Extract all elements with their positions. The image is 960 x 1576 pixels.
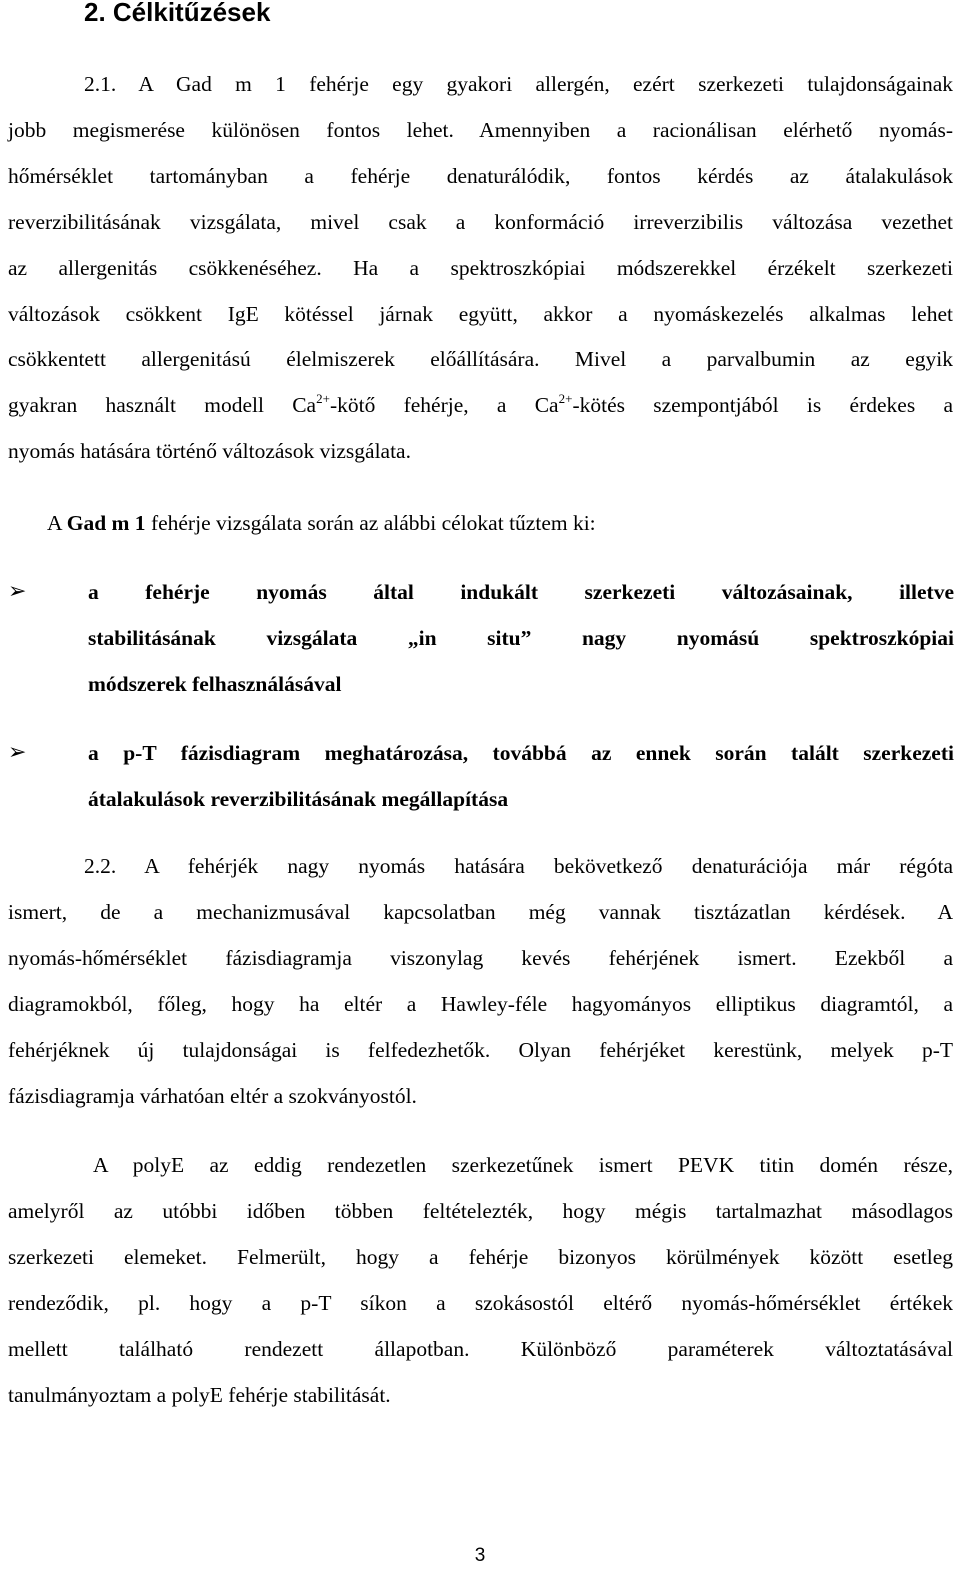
protein-name: Gad m 1 <box>66 511 146 535</box>
page-number: 3 <box>474 1545 486 1566</box>
text-line: nyomás-hőmérséklet fázisdiagramja viszonylag kevés fehérjének ismert. Ezekből a <box>8 945 953 970</box>
text-line: a fehérje nyomás által indukált szerkezeti változásainak, illetve <box>88 580 954 604</box>
arrowhead-bullet-icon: ➢ <box>8 740 27 765</box>
charge-superscript: 2+ <box>316 391 330 407</box>
text-fragment: -kötés szempontjából is érdekes a <box>572 393 953 418</box>
text-line: A polyE az eddig rendezetlen szerkezetűnek ismert PEVK titin domén része, <box>93 1153 953 1177</box>
text-line: szerkezeti elemeket. Felmerült, hogy a fehérje bizonyos körülmények között esetleg <box>8 1244 953 1269</box>
text-line: diagramokból, főleg, hogy ha eltér a Hawley-féle hagyományos elliptikus diagramtól, a <box>8 991 953 1016</box>
goal-text <box>88 569 954 707</box>
text-line: mellett található rendezett állapotban. Különböző paraméterek változtatásával <box>8 1336 953 1361</box>
goal-text <box>88 730 954 822</box>
text-fragment: gyakran használt modell Ca <box>8 393 317 418</box>
text-line: tanulmányoztam a polyE fehérje stabilitását. <box>8 1382 391 1407</box>
text-fragment: -kötő fehérje, a Ca <box>329 393 559 418</box>
text-line: a p-T fázisdiagram meghatározása, továbbá az ennek során talált szerkezeti <box>88 741 954 765</box>
charge-superscript: 2+ <box>558 391 573 407</box>
text-line: amelyről az utóbbi időben többen feltételezték, hogy mégis tartalmazhat másodlagos <box>8 1198 953 1223</box>
text-line: 2.2. A fehérjék nagy nyomás hatására bekövetkező denaturációja már régóta <box>84 854 953 878</box>
text-line: ismert, de a mechanizmusával kapcsolatban még vannak tisztázatlan kérdések. A <box>8 899 953 924</box>
text-line: fázisdiagramja várhatóan eltér a szokványostól. <box>8 1083 417 1108</box>
text-line: reverzibilitásának vizsgálata, mivel csak a konformáció irreverzibilis változása vezethet <box>8 209 953 234</box>
text-line: módszerek felhasználásával <box>88 672 342 696</box>
text-line: fehérjéknek új tulajdonságai is felfedezhetők. Olyan fehérjéket kerestünk, melyek p-T <box>8 1037 953 1062</box>
arrowhead-bullet-icon: ➢ <box>8 579 27 604</box>
paragraph-polye <box>8 1143 953 1418</box>
text-line: stabilitásának vizsgálata „in situ” nagy nyomású spektroszkópiai <box>88 626 954 650</box>
text-line: hőmérséklet tartományban a fehérje denaturálódik, fontos kérdés az átalakulások <box>8 163 953 188</box>
text-fragment: fehérje vizsgálata során az alábbi célokat tűztem ki: <box>145 511 596 535</box>
goal-list-item <box>8 569 953 709</box>
text-line: csökkentett allergenitású élelmiszerek előállítására. Mivel a parvalbumin az egyik <box>8 347 953 372</box>
text-line: az allergenitás csökkenéséhez. Ha a spektroszkópiai módszerekkel érzékelt szerkezeti <box>8 255 953 280</box>
text-line: jobb megismerése különösen fontos lehet. Amennyiben a racionálisan elérhető nyomás- <box>8 117 953 142</box>
text-line: átalakulások reverzibilitásának megállapítása <box>88 787 509 811</box>
text-line: nyomás hatására történő változások vizsgálata. <box>8 439 411 464</box>
text-line: 2.1. A Gad m 1 fehérje egy gyakori allergén, ezért szerkezeti tulajdonságainak <box>84 72 953 96</box>
section-heading: 2. Célkitűzések <box>84 0 271 27</box>
goal-list-item <box>8 730 953 825</box>
paragraph-2-2 <box>8 844 953 1119</box>
text-line: rendeződik, pl. hogy a p-T síkon a szokásostól eltérő nyomás-hőmérséklet értékek <box>8 1290 953 1315</box>
paragraph-2-1 <box>8 62 953 475</box>
text-line-with-superscripts <box>8 383 953 429</box>
text-fragment: A <box>47 511 67 535</box>
goals-intro <box>47 503 596 543</box>
text-line: változások csökkent IgE kötéssel járnak együtt, akkor a nyomáskezelés alkalmas lehet <box>8 301 953 326</box>
